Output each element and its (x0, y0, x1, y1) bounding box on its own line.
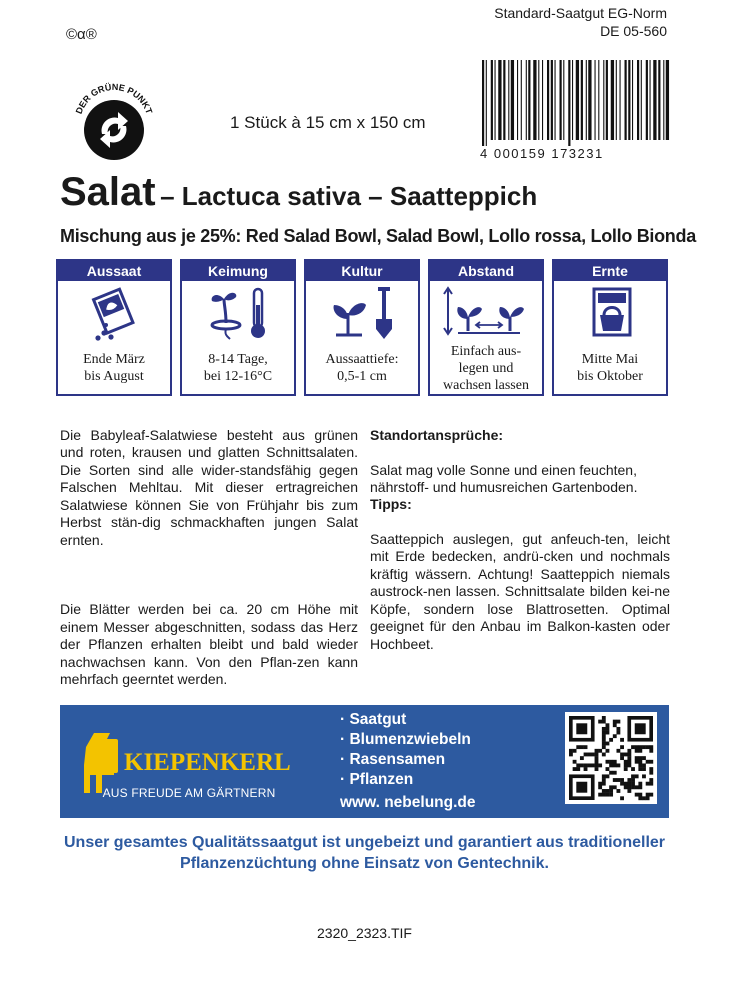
sprout-thermometer-icon (194, 285, 282, 341)
description-paragraph-1: Die Babyleaf-Salatwiese besteht aus grünen und roten, krausen und glatten Schnittsalaten. Die Sorten sind alle wider-standsfähig gegen Falschen Mehltau. Mit dieser ertragreichen Salatwiese können Sie von Frühjahr bis zum Herbst stän-dig schmackhaften jungen Salat ernten. (60, 426, 358, 548)
svg-text:DER GRÜNE PUNKT: DER GRÜNE PUNKT (73, 81, 155, 116)
info-cards (56, 259, 670, 398)
plant-spade-icon (318, 285, 406, 341)
card-value: Ende März bis August (83, 352, 145, 384)
standard-label: Standard-Saatgut EG-Norm (494, 5, 667, 21)
card-label: Abstand (430, 261, 542, 281)
title-name: Salat (60, 170, 156, 214)
card-keimung (180, 259, 296, 396)
standard-info (494, 4, 667, 40)
location-heading: Standortansprüche: (370, 426, 504, 443)
list-item: · Saatgut (340, 711, 407, 728)
guarantee-statement: Unser gesamtes Qualitätssaatgut ist ungebeizt und garantiert aus traditioneller Pflanzenzüchtung ohne Einsatz von Gentechnik. (63, 834, 666, 872)
seed-packet-icon (70, 285, 158, 341)
location-text: Salat mag volle Sonne und einen feuchten, nährstoff- und humusreichen Gartenboden. (370, 461, 638, 495)
gruener-punkt-logo (68, 74, 160, 166)
description-paragraph-2: Die Blätter werden bei ca. 20 cm Höhe mit einem Messer abgeschnitten, sodass das Herz der Pflanzen erhalten bleibt und bald wieder nachwachsen kann. Von den Pflan-zen kann mehrfach geerntet werden. (60, 601, 358, 687)
barcode (480, 60, 676, 146)
barcode-digits: 4 000159 173231 (480, 146, 604, 161)
kiepenkerl-logo (80, 725, 320, 795)
packet-size: 1 Stück à 15 cm x 150 cm (230, 113, 426, 132)
product-range-list (340, 710, 471, 790)
tips-heading: Tipps: (370, 495, 412, 512)
card-value: Einfach aus- legen und wachsen lassen (443, 343, 529, 393)
brand-claim: AUS FREUDE AM GÄRTNERN (102, 786, 276, 800)
list-item: · Rasensamen (340, 751, 446, 768)
card-label: Keimung (182, 261, 294, 281)
card-value: Aussaattiefe: 0,5-1 cm (325, 352, 399, 384)
card-abstand (428, 259, 544, 396)
card-label: Kultur (306, 261, 418, 281)
card-kultur (304, 259, 420, 396)
copyright-mark: ©α® (66, 26, 97, 43)
card-label: Aussaat (58, 261, 170, 281)
card-aussaat (56, 259, 172, 396)
card-label: Ernte (554, 261, 666, 281)
title-latin: – Lactuca sativa – Saatteppich (160, 181, 538, 211)
tips-section (370, 478, 670, 671)
tips-text: Saatteppich auslegen, gut anfeuch-ten, leicht mit Erde bedecken, andrü-cken und nochmals kräftig wässern. Achtung! Saatteppich niemals austrock-nen lassen. Schnittsalate bilden kei-ne Köpfe, sondern lose Blattrosetten. Optimal geeignet für den Anbau im Balkon-kasten oder Hochbeet. (370, 530, 670, 652)
card-value: Mitte Mai bis Oktober (577, 352, 643, 384)
card-value: 8-14 Tage, bei 12-16°C (203, 352, 273, 384)
card-ernte (552, 259, 668, 396)
svg-text:KIEPENKERL: KIEPENKERL (124, 749, 291, 776)
mix-line: Mischung aus je 25%: Red Salad Bowl, Salad Bowl, Lollo rossa, Lollo Bionda (60, 226, 696, 246)
list-item: · Blumenzwiebeln (340, 731, 471, 748)
harvest-basket-icon (566, 285, 654, 341)
spacing-icon (442, 285, 530, 341)
product-title (60, 170, 537, 215)
qr-code[interactable] (565, 712, 657, 804)
description-column (60, 409, 358, 706)
list-item: · Pflanzen (340, 771, 414, 788)
file-name: 2320_2323.TIF (317, 925, 412, 941)
website-link[interactable]: www. nebelung.de (340, 794, 476, 811)
standard-code: DE 05-560 (600, 23, 667, 39)
